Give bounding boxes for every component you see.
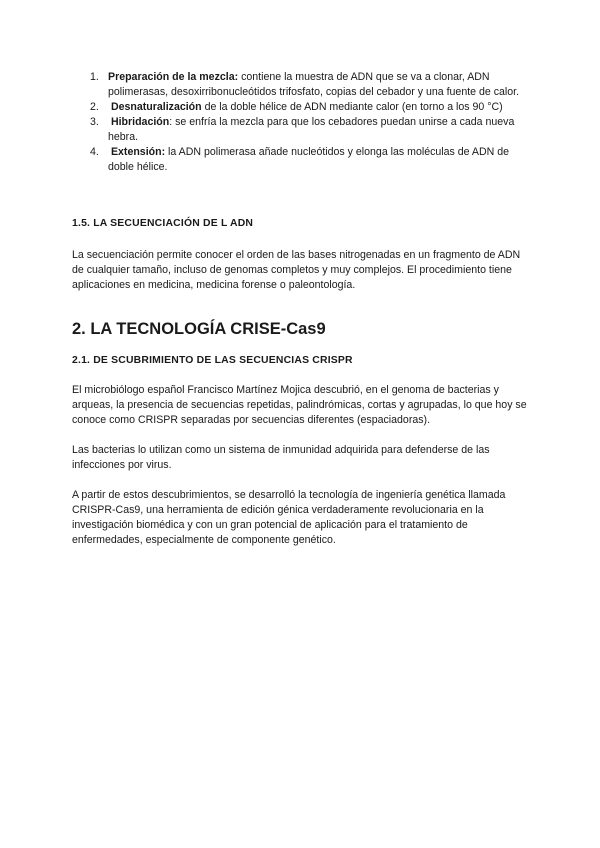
step-term: Extensión:: [110, 146, 166, 158]
step-text: de la doble hélice de ADN mediante calor (en torno a los 90 °C): [201, 101, 503, 113]
list-item: [90, 115, 522, 145]
list-item: [90, 100, 522, 115]
step-text: : se enfría la mezcla para que los cebadores puedan unirse a cada nueva hebra.: [108, 116, 515, 143]
section-heading-2: 2. LA TECNOLOGÍA CRISE-Cas9: [72, 320, 326, 338]
list-item: [90, 70, 522, 100]
paragraph-discovery: El microbiólogo español Francisco Martínez Mojica descubrió, en el genoma de bacterias y arqueas, la presencia de secuencias repetidas, palindrómicas, cortas y agrupadas, lo que hoy se conoce como CRISPR separadas por secuencias diferentes (espaciadoras).: [72, 384, 527, 426]
step-number: 4.: [90, 146, 99, 158]
step-term: Desnaturalización: [110, 101, 202, 113]
step-number: 2.: [90, 101, 99, 113]
section-heading-2-1: 2.1. DE SCUBRIMIENTO DE LAS SECUENCIAS CRISPR: [72, 355, 353, 366]
paragraph-sequencing: La secuenciación permite conocer el orden de las bases nitrogenadas en un fragmento de ADN de cualquier tamaño, incluso de genomas completos y muy complejos. El procedimiento tiene aplicaciones en medicina, medicina forense o paleontología.: [72, 249, 521, 291]
paragraph-crispr-cas9: A partir de estos descubrimientos, se desarrolló la tecnología de ingeniería genética llamada CRISPR-Cas9, una herramienta de edición génica verdaderamente revolucionaria en la investigación biomédica y con un gran potencial de aplicación para el tratamiento de enfermedades, especialmente de componente genético.: [72, 489, 506, 546]
step-number: 3.: [90, 116, 99, 128]
pcr-steps-list: [90, 70, 522, 175]
step-text: contiene la muestra de ADN que se va a clonar, ADN polimerasas, desoxirribonucleótidos trifosfato, copias del cebador y una fuente de calor.: [108, 71, 520, 98]
step-text: la ADN polimerasa añade nucleótidos y elonga las moléculas de ADN de doble hélice.: [108, 146, 510, 173]
step-number: 1.: [90, 71, 99, 83]
step-term: Hibridación: [110, 116, 170, 128]
section-heading-1-5: 1.5. LA SECUENCIACIÓN DE L ADN: [72, 218, 254, 229]
step-term: Preparación de la mezcla:: [108, 71, 239, 83]
paragraph-bacteria: Las bacterias lo utilizan como un sistema de inmunidad adquirida para defenderse de las infecciones por virus.: [72, 444, 490, 471]
list-item: [90, 145, 522, 175]
